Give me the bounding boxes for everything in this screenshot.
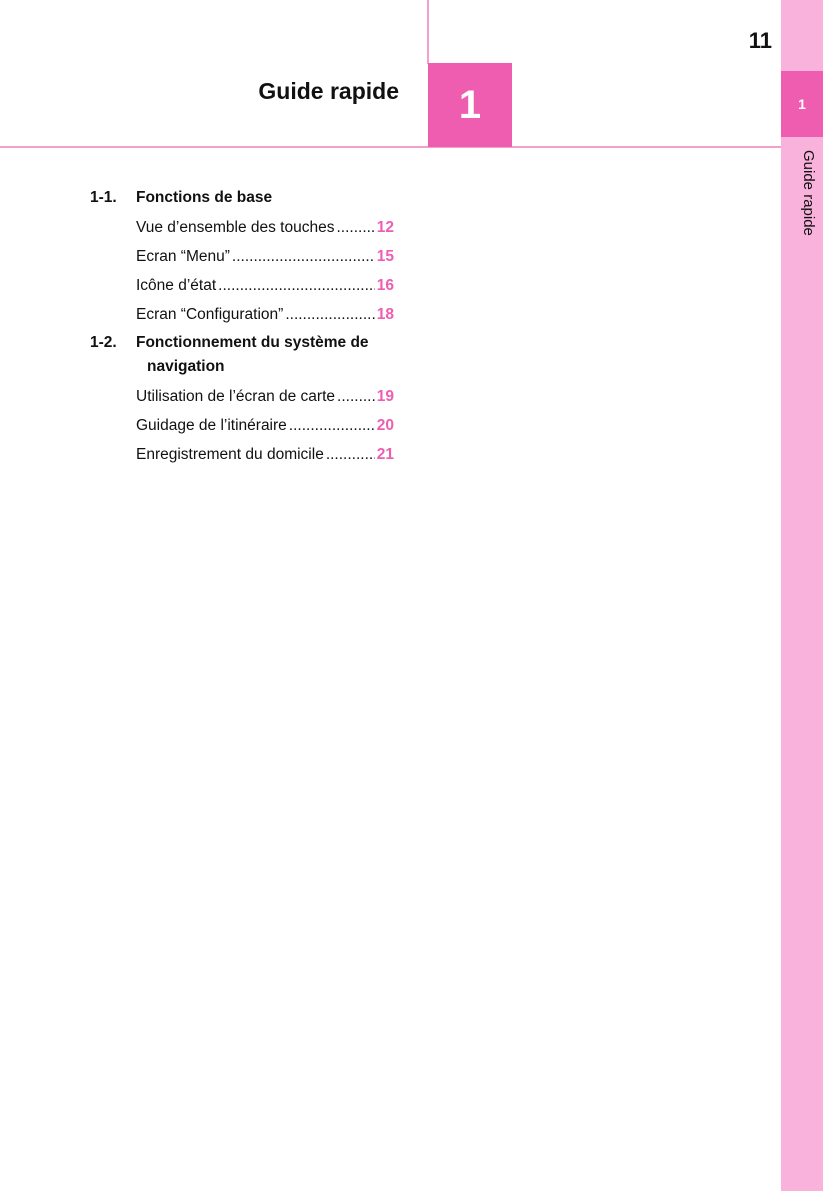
toc-section-1-2 [90,331,410,469]
dot-leader [289,411,375,440]
toc-entry[interactable] [136,300,394,329]
toc-entry[interactable] [136,271,394,300]
table-of-contents [90,186,410,469]
section-heading [90,186,410,210]
toc-entry-page[interactable]: 18 [376,306,394,323]
toc-section-1-1 [90,186,410,329]
toc-entry[interactable] [136,440,394,469]
toc-entry-page[interactable]: 21 [376,446,394,463]
header-divider [427,0,429,64]
dot-leader [232,242,375,271]
side-tab[interactable] [781,0,823,1191]
toc-entry[interactable] [136,213,394,242]
toc-entry-text: Utilisation de l’écran de carte [136,388,336,405]
toc-entry-text: Ecran “Configuration” [136,306,284,323]
side-tab-label: Guide rapide [800,150,817,236]
chapter-number-box [428,63,512,147]
dot-leader [218,271,375,300]
chapter-number: 1 [458,82,482,127]
page-title: Guide rapide [258,78,399,104]
toc-entry[interactable] [136,382,394,411]
toc-entry[interactable] [136,242,394,271]
side-tab-number: 1 [781,71,823,137]
section-number: 1-1. [90,189,117,206]
toc-entry-page[interactable]: 15 [376,248,394,265]
toc-entry-text: Vue d’ensemble des touches [136,219,335,236]
section-heading [90,331,410,379]
toc-entry-page[interactable]: 12 [376,219,394,236]
dot-leader [337,382,375,411]
dot-leader [336,213,374,242]
toc-entry-page[interactable]: 16 [376,277,394,294]
dot-leader [285,300,374,329]
section-title: Fonctionnement du système de [136,334,369,351]
toc-entry-page[interactable]: 20 [376,417,394,434]
section-title-continuation: navigation [147,358,225,375]
toc-entry-text: Ecran “Menu” [136,248,230,265]
section-number: 1-2. [90,334,117,351]
toc-entry-page[interactable]: 19 [376,388,394,405]
toc-entry-text: Icône d’état [136,277,217,294]
toc-entry-text: Enregistrement du domicile [136,446,324,463]
toc-entry[interactable] [136,411,394,440]
toc-entry-text: Guidage de l’itinéraire [136,417,287,434]
section-title: Fonctions de base [136,189,273,206]
page-number: 11 [748,28,772,53]
dot-leader [326,440,375,469]
header-rule [0,146,781,148]
